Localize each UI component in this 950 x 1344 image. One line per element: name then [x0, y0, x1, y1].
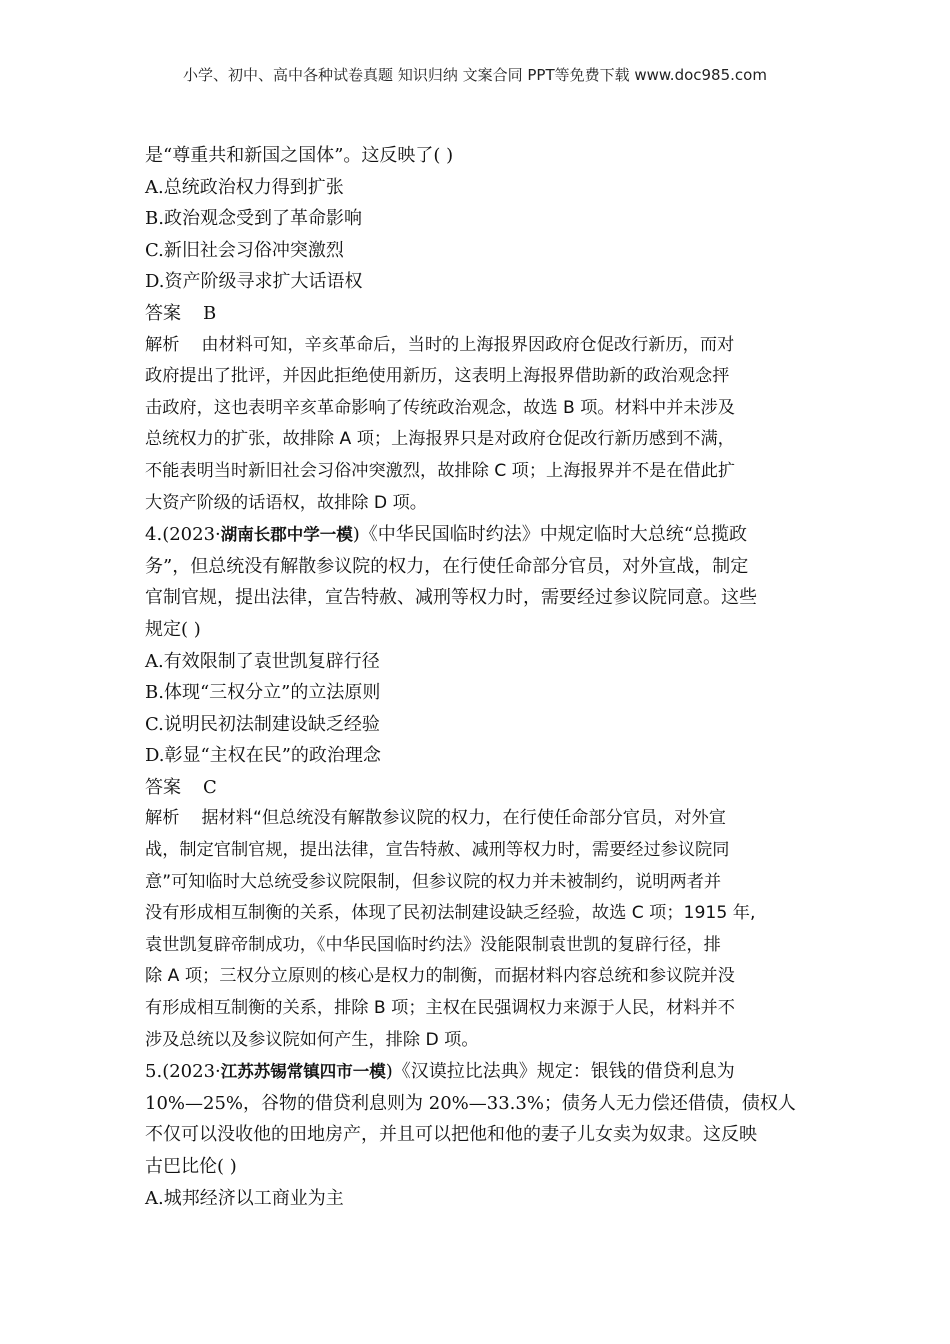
q5-stem-line: 古巴比伦( ) [145, 1156, 237, 1177]
answer-value: B [203, 302, 217, 324]
q5-stem-line: 不仅可以没收他的田地房产，并且可以把他和他的妻子儿女卖为奴隶。这反映 [145, 1124, 757, 1146]
analysis-text: 袁世凯复辟帝制成功，《中华民国临时约法》没能限制袁世凯的复辟行径，排 [145, 934, 721, 955]
analysis-text: 据材料“但总统没有解散参议院的权力，在行使任命部分官员，对外宣 [201, 808, 726, 829]
analysis-label: 解析 [145, 334, 180, 355]
q3-answer [145, 298, 815, 330]
q4-stem-line: 规定( ) [145, 618, 201, 640]
stem-text: 《汉谟拉比法典》规定：银钱的借贷利息为 [392, 1061, 735, 1083]
q3-option-a: A.总统政治权力得到扩张 [145, 176, 344, 198]
source-close: ) [385, 1061, 393, 1083]
analysis-text: 意”可知临时大总统受参议院限制，但参议院的权力并未被制约，说明两者并 [145, 871, 722, 892]
q4-stem-first [145, 519, 815, 551]
question-source: 江苏苏锡常镇四市一模 [220, 1062, 386, 1082]
q3-option-d: D.资产阶级寻求扩大话语权 [145, 271, 363, 293]
analysis-text: 除 A 项；三权分立原则的核心是权力的制衡，而据材料内容总统和参议院并没 [145, 966, 735, 987]
document-body [145, 140, 815, 1214]
q5-option-a: A.城邦经济以工商业为主 [145, 1187, 344, 1209]
q4-answer [145, 772, 815, 804]
analysis-text: 不能表明当时新旧社会习俗冲突激烈，故排除 C 项；上海报界并不是在借此扩 [145, 460, 736, 481]
q4-analysis [145, 803, 815, 1056]
answer-label: 答案 [145, 302, 181, 324]
source-open: (2023· [162, 1061, 221, 1083]
analysis-text: 没有形成相互制衡的关系，体现了民初法制建设缺乏经验，故选 C 项；1915 年, [145, 903, 756, 924]
question-number: 5. [145, 1061, 163, 1083]
analysis-text: 大资产阶级的话语权，故排除 D 项。 [145, 492, 427, 513]
q4-option-c: C.说明民初法制建设缺乏经验 [145, 713, 380, 735]
q4-option-d: D.彰显“主权在民”的政治理念 [145, 745, 381, 767]
q3-stem-tail: 是“尊重共和新国之国体”。这反映了( ) [145, 145, 454, 166]
question-number: 4. [145, 524, 163, 546]
q4-stem-line: 务”，但总统没有解散参议院的权力，在行使任命部分官员，对外宣战，制定 [145, 555, 749, 577]
source-open: (2023· [162, 524, 221, 546]
q3-option-c: C.新旧社会习俗冲突激烈 [145, 239, 344, 261]
question-source: 湖南长郡中学一模 [220, 525, 353, 545]
page-header: 小学、初中、高中各种试卷真题 知识归纳 文案合同 PPT等免费下载 www.doc985.com [183, 66, 767, 84]
q5-stem-first [145, 1056, 815, 1088]
q4-option-a: A.有效限制了袁世凯复辟行径 [145, 650, 380, 672]
q4-stem-line: 官制官规，提出法律，宣告特赦、减刑等权力时，需要经过参议院同意。这些 [145, 587, 757, 609]
q3-option-b: B.政治观念受到了革命影响 [145, 208, 362, 230]
analysis-text: 有形成相互制衡的关系，排除 B 项；主权在民强调权力来源于人民，材料并不 [145, 998, 735, 1019]
analysis-text: 由材料可知，辛亥革命后，当时的上海报界因政府仓促改行新历，而对 [201, 334, 735, 355]
source-close: ) [352, 524, 360, 546]
q3-analysis [145, 330, 815, 520]
answer-label: 答案 [145, 776, 181, 798]
analysis-text: 战，制定官制官规，提出法律，宣告特赦、减刑等权力时，需要经过参议院同 [145, 840, 730, 861]
stem-text: 《中华民国临时约法》中规定临时大总统“总揽政 [359, 524, 747, 546]
analysis-text: 总统权力的扩张，故排除 A 项；上海报界只是对政府仓促改行新历感到不满， [145, 429, 735, 450]
answer-value: C [203, 776, 217, 798]
q5-stem-line: 10%—25%，谷物的借贷利息则为 20%—33.3%；债务人无力偿还借债，债权人 [145, 1092, 796, 1114]
q4-option-b: B.体现“三权分立”的立法原则 [145, 682, 381, 704]
analysis-text: 击政府，这也表明辛亥革命影响了传统政治观念，故选 B 项。材料中并未涉及 [145, 397, 735, 418]
analysis-text: 政府提出了批评，并因此拒绝使用新历，这表明上海报界借助新的政治观念抨 [145, 366, 730, 387]
analysis-label: 解析 [145, 808, 180, 829]
analysis-text: 涉及总统以及参议院如何产生，排除 D 项。 [145, 1029, 479, 1050]
